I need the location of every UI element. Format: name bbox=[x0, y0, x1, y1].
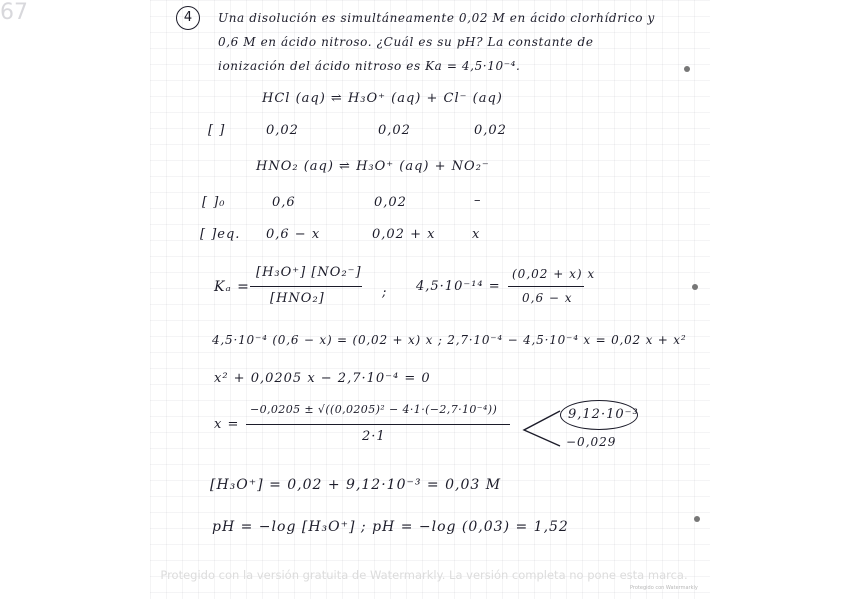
notebook-sheet bbox=[150, 0, 710, 599]
hno2-initial-label: [ ]₀ bbox=[202, 195, 226, 210]
ka-separator: ; bbox=[382, 285, 388, 300]
page-number: 67 bbox=[0, 0, 28, 25]
quadratic-fraction-bar bbox=[246, 424, 510, 425]
ka-denominator: [HNO₂] bbox=[270, 291, 325, 306]
hcl-equation: HCl (aq) ⇌ H₃O⁺ (aq) + Cl⁻ (aq) bbox=[262, 91, 503, 106]
quadratic-x-label: x = bbox=[214, 417, 240, 432]
h3o-concentration: [H₃O⁺] = 0,02 + 9,12·10⁻³ = 0,03 M bbox=[210, 477, 502, 493]
hno2-initial-2: 0,02 bbox=[374, 195, 407, 210]
watermark-text: Protegido con la versión gratuita de Watermarkly. La versión completa no pone esta marca. bbox=[160, 568, 688, 582]
hno2-eq-3: x bbox=[472, 227, 481, 242]
statement-line-1: Una disolución es simultáneamente 0,02 M en ácido clorhídrico y bbox=[218, 11, 655, 25]
hcl-value-1: 0,02 bbox=[266, 123, 299, 138]
statement-line-3: ionización del ácido nitroso es Ka = 4,5·10⁻⁴. bbox=[218, 59, 521, 73]
branch-bracket-icon bbox=[520, 408, 562, 448]
ka-numerator-2: (0,02 + x) x bbox=[512, 267, 596, 281]
quadratic-denominator: 2·1 bbox=[362, 429, 386, 444]
hno2-initial-1: 0,6 bbox=[272, 195, 296, 210]
problem-number: 4 bbox=[176, 6, 200, 30]
quadratic-root-1: 9,12·10⁻³ bbox=[568, 407, 639, 422]
quadratic-numerator: −0,0205 ± √((0,0205)² − 4·1·(−2,7·10⁻⁴)) bbox=[250, 403, 498, 416]
punch-hole-2 bbox=[692, 284, 698, 290]
ka-fraction-bar-2 bbox=[508, 286, 584, 287]
punch-hole-1 bbox=[684, 66, 690, 72]
watermark-small-text: Protegido con Watermarkly bbox=[630, 585, 698, 591]
ka-fraction bbox=[250, 266, 362, 306]
hno2-eq-label: [ ]eq. bbox=[200, 227, 241, 242]
hno2-eq-1: 0,6 − x bbox=[266, 227, 321, 242]
ka-label: Kₐ = bbox=[214, 279, 250, 295]
ka-denominator-2: 0,6 − x bbox=[522, 291, 573, 305]
quadratic-fraction bbox=[246, 402, 510, 446]
hcl-row-label: [ ] bbox=[208, 123, 226, 138]
hno2-equation: HNO₂ (aq) ⇌ H₃O⁺ (aq) + NO₂⁻ bbox=[256, 159, 490, 174]
ka-numerator: [H₃O⁺] [NO₂⁻] bbox=[256, 265, 362, 280]
algebra-step-1: 4,5·10⁻⁴ (0,6 − x) = (0,02 + x) x ; 2,7·10⁻⁴ − 4,5·10⁻⁴ x = 0,02 x + x² bbox=[212, 333, 687, 347]
ka-fraction-bar bbox=[250, 286, 362, 287]
hno2-eq-2: 0,02 + x bbox=[372, 227, 436, 242]
statement-line-2: 0,6 M en ácido nitroso. ¿Cuál es su pH? La constante de bbox=[218, 35, 594, 49]
ka-fraction-2 bbox=[508, 266, 596, 306]
hcl-value-2: 0,02 bbox=[378, 123, 411, 138]
ph-result: pH = −log [H₃O⁺] ; pH = −log (0,03) = 1,52 bbox=[212, 519, 569, 535]
ka-value: 4,5·10⁻¹⁴ = bbox=[416, 279, 501, 294]
punch-hole-3 bbox=[694, 516, 700, 522]
algebra-step-2: x² + 0,0205 x − 2,7·10⁻⁴ = 0 bbox=[214, 371, 431, 386]
hcl-value-3: 0,02 bbox=[474, 123, 507, 138]
quadratic-root-2: −0,029 bbox=[566, 435, 617, 449]
hno2-initial-3: – bbox=[474, 193, 482, 208]
